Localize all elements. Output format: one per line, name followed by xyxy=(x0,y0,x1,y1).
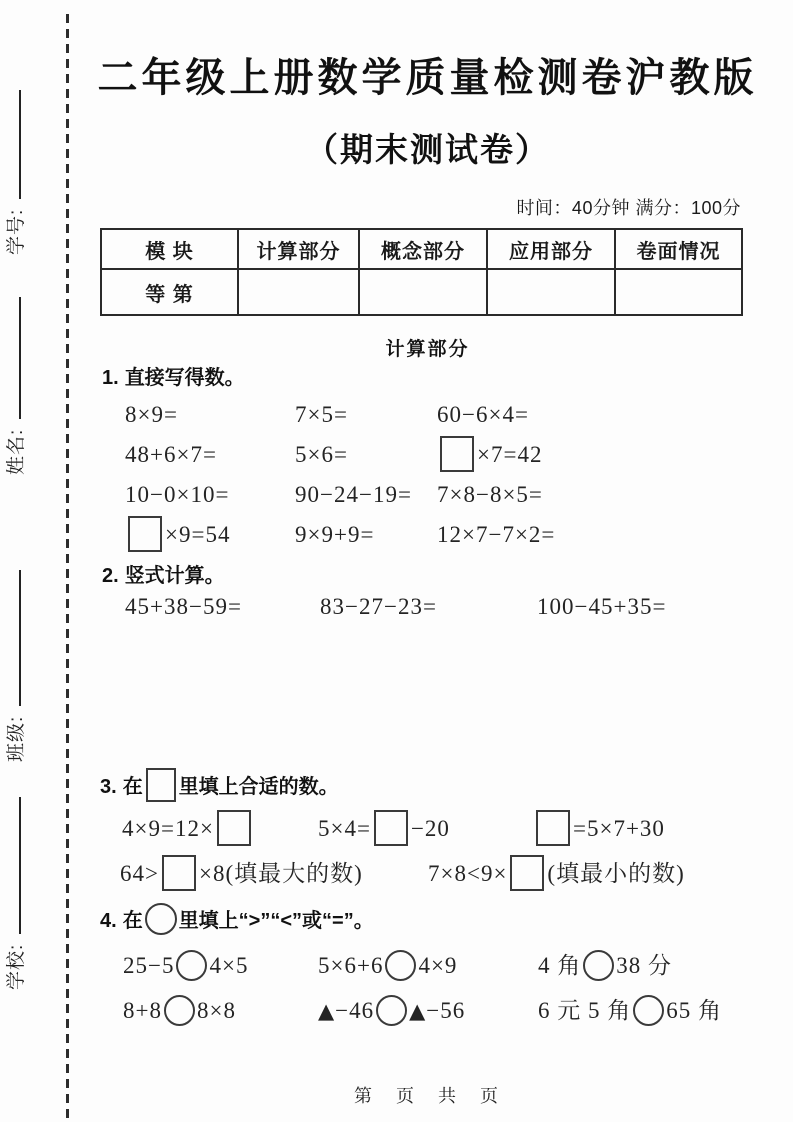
compare-circle xyxy=(385,950,416,981)
student-id-blank-line xyxy=(19,90,21,199)
score-table-grade-row xyxy=(101,269,742,315)
q4-prompt: 在 里填上“>”“<”或“=”。 xyxy=(123,910,374,932)
q3-header xyxy=(100,768,339,807)
page-number-footer: 第 页 共 页 xyxy=(354,1086,501,1106)
class-label: 班级: xyxy=(6,715,27,762)
answer-box xyxy=(510,855,544,891)
math-expression: 4 角 38 分 xyxy=(538,947,672,986)
compare-circle xyxy=(376,995,407,1026)
q2-number: 2. xyxy=(102,565,119,587)
answer-box xyxy=(146,768,176,802)
math-expression: 8×9= xyxy=(125,402,178,427)
q3-prompt: 在 里填上合适的数。 xyxy=(123,776,339,798)
math-expression: 64> ×8(填最大的数) xyxy=(120,855,363,896)
q4-row-1 xyxy=(0,947,793,985)
math-expression: ▲−46 ▲−56 xyxy=(318,992,465,1031)
school-label: 学校: xyxy=(6,943,27,990)
q4-row-2 xyxy=(0,992,793,1030)
math-expression: 5×6+6 4×9 xyxy=(318,947,457,986)
q1-row-2 xyxy=(0,436,793,474)
student-id-label: 学号: xyxy=(6,208,27,255)
paper-subtitle: （期末测试卷） xyxy=(305,131,550,168)
math-expression: 60−6×4= xyxy=(437,402,529,427)
answer-box xyxy=(440,436,474,472)
answer-box xyxy=(536,810,570,846)
math-expression: ×9=54 xyxy=(125,516,230,557)
answer-box xyxy=(128,516,162,552)
math-expression: 8+8 8×8 xyxy=(123,992,236,1031)
q1-header xyxy=(102,360,245,396)
score-table-header-concept: 概念部分 xyxy=(359,229,487,269)
math-expression: 83−27−23= xyxy=(320,594,437,619)
math-expression: 45+38−59= xyxy=(125,594,242,619)
math-expression: 5×6= xyxy=(295,442,348,467)
score-table-header-row xyxy=(101,229,742,269)
compare-circle xyxy=(145,903,177,935)
grade-cell-concept xyxy=(359,269,487,315)
name-label: 姓名: xyxy=(6,428,27,475)
triangle-symbol: ▲ xyxy=(318,999,336,1023)
compare-circle xyxy=(164,995,195,1026)
math-expression: 5×4= −20 xyxy=(318,810,450,851)
time-score-info: 时间：40分钟 满分：100分 xyxy=(516,198,741,218)
triangle-symbol: ▲ xyxy=(409,999,427,1023)
q1-row-4 xyxy=(0,516,793,554)
compare-circle xyxy=(633,995,664,1026)
score-table xyxy=(100,228,743,316)
q1-prompt: 直接写得数。 xyxy=(124,367,245,389)
q2-prompt: 竖式计算。 xyxy=(124,565,225,587)
q3-row-1 xyxy=(0,810,793,848)
compare-circle xyxy=(583,950,614,981)
math-expression: 4×9=12× xyxy=(122,810,254,851)
section-title-calculation: 计算部分 xyxy=(385,339,470,360)
score-table-header-calculation: 计算部分 xyxy=(238,229,359,269)
math-expression: 25−5 4×5 xyxy=(123,947,248,986)
q4-header xyxy=(100,903,374,940)
answer-box xyxy=(162,855,196,891)
grade-cell-application xyxy=(487,269,615,315)
q1-row-3 xyxy=(0,476,793,514)
math-expression: 9×9+9= xyxy=(295,522,375,547)
q3-number: 3. xyxy=(100,775,117,798)
math-expression: 7×5= xyxy=(295,402,348,427)
grade-cell-calculation xyxy=(238,269,359,315)
math-expression: 10−0×10= xyxy=(125,482,230,507)
compare-circle xyxy=(176,950,207,981)
math-expression: 48+6×7= xyxy=(125,442,217,467)
math-expression: 7×8−8×5= xyxy=(437,482,543,507)
paper-title: 二年级上册数学质量检测卷沪教版 xyxy=(97,56,758,100)
math-expression: 12×7−7×2= xyxy=(437,522,556,547)
math-expression: 100−45+35= xyxy=(537,594,667,619)
score-table-header-neatness: 卷面情况 xyxy=(615,229,742,269)
q3-row-2 xyxy=(0,855,793,893)
grade-row-label: 等 第 xyxy=(101,269,238,315)
q2-row xyxy=(0,588,793,626)
q1-row-1 xyxy=(0,396,793,434)
math-expression: 7×8<9× (填最小的数) xyxy=(428,855,685,896)
score-table-header-application: 应用部分 xyxy=(487,229,615,269)
math-expression: 90−24−19= xyxy=(295,482,412,507)
margin-student-id xyxy=(0,88,28,255)
q4-number: 4. xyxy=(100,910,117,932)
q1-number: 1. xyxy=(102,367,119,389)
score-table-header-module: 模 块 xyxy=(101,229,238,269)
grade-cell-neatness xyxy=(615,269,742,315)
math-expression: 6 元 5 角 65 角 xyxy=(538,992,722,1031)
math-expression: ×7=42 xyxy=(437,436,542,477)
answer-box xyxy=(217,810,251,846)
answer-box xyxy=(374,810,408,846)
math-expression: =5×7+30 xyxy=(533,810,665,851)
